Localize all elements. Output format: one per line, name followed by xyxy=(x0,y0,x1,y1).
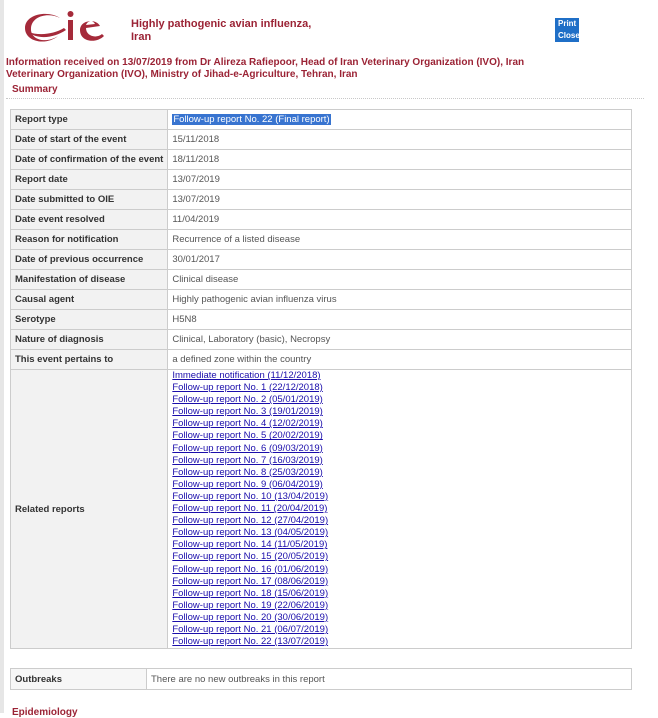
related-report-link[interactable]: Follow-up report No. 5 (20/02/2019) xyxy=(172,430,323,442)
causal-agent-value: Highly pathogenic avian influenza virus xyxy=(168,290,632,310)
table-row xyxy=(11,210,632,230)
manifestation-value: Clinical disease xyxy=(168,270,632,290)
related-report-link[interactable]: Follow-up report No. 12 (27/04/2019) xyxy=(172,515,329,527)
related-report-link[interactable]: Follow-up report No. 4 (12/02/2019) xyxy=(172,418,323,430)
related-report-link[interactable]: Follow-up report No. 16 (01/06/2019) xyxy=(172,563,329,575)
table-row xyxy=(11,290,632,310)
pertains-label: This event pertains to xyxy=(11,350,168,370)
related-report-link[interactable]: Follow-up report No. 19 (22/06/2019) xyxy=(172,599,329,611)
previous-occurrence-label: Date of previous occurrence xyxy=(11,250,168,270)
summary-table xyxy=(10,109,632,649)
serotype-value: H5N8 xyxy=(168,310,632,330)
outbreaks-value: There are no new outbreaks in this report xyxy=(147,669,632,690)
table-row xyxy=(11,250,632,270)
related-report-link[interactable]: Follow-up report No. 6 (09/03/2019) xyxy=(172,442,323,454)
info-received-text: Information received on 13/07/2019 from Dr Alireza Rafiepoor, Head of Iran Veterinary Organization (IVO), Iran Veterinary Organization (IVO), Ministry of Jihad-e-Agriculture, Tehran, Iran xyxy=(6,57,525,80)
manifestation-label: Manifestation of disease xyxy=(11,270,168,290)
confirmation-date-label: Date of confirmation of the event xyxy=(11,150,168,170)
close-button[interactable]: Close xyxy=(555,30,579,42)
disease-title-line2: Iran xyxy=(131,31,152,43)
related-report-link[interactable]: Follow-up report No. 11 (20/04/2019) xyxy=(172,503,328,515)
related-report-link[interactable]: Follow-up report No. 17 (08/06/2019) xyxy=(172,575,329,587)
submitted-date-value: 13/07/2019 xyxy=(168,190,632,210)
causal-agent-label: Causal agent xyxy=(11,290,168,310)
related-report-link[interactable]: Follow-up report No. 14 (11/05/2019) xyxy=(172,539,328,551)
diagnosis-value: Clinical, Laboratory (basic), Necropsy xyxy=(168,330,632,350)
summary-heading: Summary xyxy=(12,84,58,95)
related-report-link[interactable]: Follow-up report No. 2 (05/01/2019) xyxy=(172,394,323,406)
related-report-link[interactable]: Follow-up report No. 15 (20/05/2019) xyxy=(172,551,329,563)
print-button[interactable]: Print xyxy=(555,18,579,30)
table-row xyxy=(11,370,632,649)
oie-logo xyxy=(20,6,116,46)
related-report-link[interactable]: Follow-up report No. 3 (19/01/2019) xyxy=(172,406,323,418)
related-report-link[interactable]: Follow-up report No. 7 (16/03/2019) xyxy=(172,454,323,466)
resolved-date-value: 11/04/2019 xyxy=(168,210,632,230)
left-edge-bar xyxy=(0,0,4,713)
confirmation-date-value: 18/11/2018 xyxy=(168,150,632,170)
report-type-label: Report type xyxy=(11,110,168,130)
submitted-date-label: Date submitted to OIE xyxy=(11,190,168,210)
previous-occurrence-value: 30/01/2017 xyxy=(168,250,632,270)
table-row xyxy=(11,310,632,330)
related-report-link[interactable]: Follow-up report No. 10 (13/04/2019) xyxy=(172,490,329,502)
pertains-value: a defined zone within the country xyxy=(168,350,632,370)
report-type-value xyxy=(168,110,632,130)
table-row xyxy=(11,270,632,290)
related-report-link[interactable]: Follow-up report No. 9 (06/04/2019) xyxy=(172,478,323,490)
related-report-link[interactable]: Follow-up report No. 22 (13/07/2019) xyxy=(172,636,329,648)
outbreaks-label: Outbreaks xyxy=(11,669,147,690)
related-report-link[interactable]: Follow-up report No. 20 (30/06/2019) xyxy=(172,611,329,623)
related-report-link[interactable]: Follow-up report No. 13 (04/05/2019) xyxy=(172,527,329,539)
related-report-link[interactable]: Follow-up report No. 21 (06/07/2019) xyxy=(172,623,329,635)
outbreaks-table xyxy=(10,668,632,690)
table-row xyxy=(11,110,632,130)
report-date-label: Report date xyxy=(11,170,168,190)
table-row xyxy=(11,669,632,690)
report-date-value: 13/07/2019 xyxy=(168,170,632,190)
table-row xyxy=(11,170,632,190)
epidemiology-heading: Epidemiology xyxy=(12,707,78,718)
table-row xyxy=(11,130,632,150)
disease-title-line1: Highly pathogenic avian influenza, xyxy=(131,18,312,30)
reason-label: Reason for notification xyxy=(11,230,168,250)
resolved-date-label: Date event resolved xyxy=(11,210,168,230)
report-type-selected-text[interactable]: Follow-up report No. 22 (Final report) xyxy=(173,114,330,125)
start-date-value: 15/11/2018 xyxy=(168,130,632,150)
related-reports-label: Related reports xyxy=(11,370,168,649)
table-row xyxy=(11,230,632,250)
table-row xyxy=(11,330,632,350)
table-row xyxy=(11,150,632,170)
related-report-link[interactable]: Immediate notification (11/12/2018) xyxy=(172,370,321,381)
disease-title xyxy=(131,18,331,44)
start-date-label: Date of start of the event xyxy=(11,130,168,150)
related-report-link[interactable]: Follow-up report No. 1 (22/12/2018) xyxy=(172,382,323,394)
table-row xyxy=(11,350,632,370)
reason-value: Recurrence of a listed disease xyxy=(168,230,632,250)
related-reports-list xyxy=(168,370,632,649)
serotype-label: Serotype xyxy=(11,310,168,330)
summary-divider xyxy=(6,98,644,99)
table-row xyxy=(11,190,632,210)
diagnosis-label: Nature of diagnosis xyxy=(11,330,168,350)
related-report-link[interactable]: Follow-up report No. 18 (15/06/2019) xyxy=(172,587,329,599)
related-report-link[interactable]: Follow-up report No. 8 (25/03/2019) xyxy=(172,466,323,478)
